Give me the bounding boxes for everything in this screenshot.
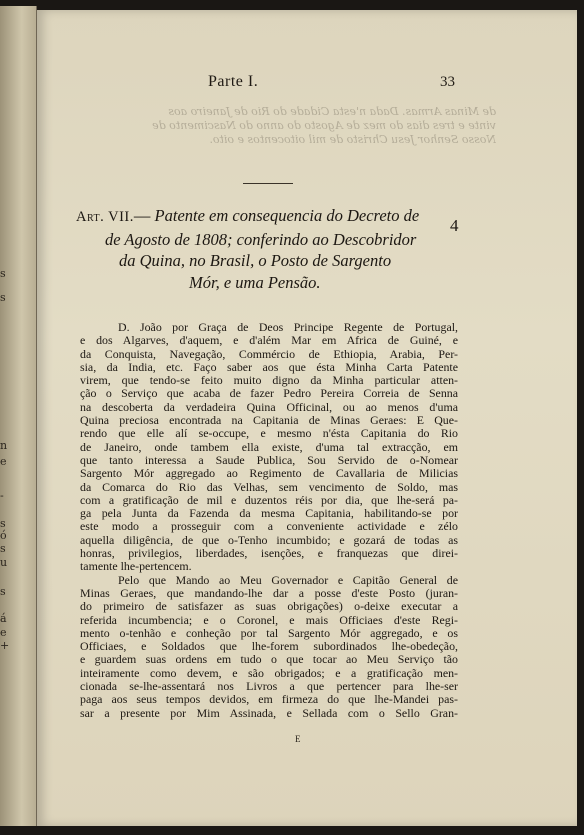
show-through-text: vinte e tres dias do mez de Agosto do anno do Nascimento de (152, 119, 496, 132)
previous-page-edge (0, 6, 37, 826)
article-title-text: Patente em consequencia do Decreto de (154, 206, 420, 225)
text-line: referida incumbencia; e o Coronel, e mais Officiaes d'este Regi- (80, 612, 458, 627)
text-line: da Comarca do Rio das Velhas, sem vencimento de Soldo, mas (80, 479, 458, 494)
margin-fragment: s (0, 585, 6, 598)
article-title-line (76, 205, 460, 229)
text-line: virem, que tendo-se feito muito digno da Minha particular atten- (80, 373, 458, 388)
page-number: 33 (440, 74, 455, 90)
show-through-text: Nosso Senhor Jesu Christo de mil oitocentos e oito. (209, 133, 496, 146)
margin-fragment: s (0, 291, 6, 304)
article-title-line: Mór, e uma Pensão. (189, 272, 321, 292)
margin-fragment: s (0, 542, 6, 555)
text-line: ção o Serviço que acaba de fazer Pedro Pereira Correia de Senna (80, 386, 458, 401)
margin-fragment: e (0, 626, 7, 639)
margin-fragment: - (0, 489, 4, 502)
text-line: inteiramente como devem, e são obrigados; e a gratificação men- (80, 665, 458, 680)
article-title (76, 205, 460, 293)
text-line: sar a presente por Mim Assinada, e Sellada com o Sello Gran- (80, 705, 458, 720)
running-head: Parte I. (208, 73, 259, 90)
text-line: do primeiro de satisfazer as suas obrigações) o-deixe executar a (80, 599, 458, 614)
article-title-number: 4 (450, 216, 459, 235)
margin-fragment: s (0, 267, 6, 280)
text-line: que tanto interessa a Saude Publica, Sou Servido de o-Nomear (80, 452, 458, 467)
text-line: de Janeiro, onde tambem ella existe, d'uma tal extracção, em (80, 439, 458, 454)
article-label: Art. VII. (76, 209, 134, 225)
section-rule (243, 183, 293, 184)
text-line: Pelo que Mando ao Meu Governador e Capitão General de (118, 572, 458, 587)
article-dash: — (133, 206, 151, 225)
text-line: honras, privilegios, liberdades, isenções, e franquezas que direi- (80, 546, 458, 561)
text-line: mento o-tenhão e conheção por tal Sargento Mór aggregado, e os (80, 625, 458, 640)
article-title-line: da Quina, no Brasil, o Posto de Sargento (119, 251, 392, 270)
margin-fragment: + (0, 639, 10, 652)
text-line: Quina preciosa encontrada na Capitania de Minas Geraes: E Que- (80, 413, 458, 428)
text-line: sia, da India, etc. Faço saber aos que ésta Minha Carta Patente (80, 359, 458, 374)
text-line: da Conquista, Navegação, Commércio de Ethiopia, Arabia, Per- (80, 346, 458, 361)
margin-fragment: u (0, 556, 8, 569)
text-line: tamente lhe-pertencem. (80, 559, 192, 574)
margin-fragment: n (0, 439, 8, 452)
text-line: e dos Algarves, d'aquem, e d'além Mar em Africa de Guiné, e (80, 333, 458, 348)
text-line: cionada se-lhe-assentará nos Livros a que pertencer para lhe-ser (80, 679, 458, 694)
text-line: este modo a prosseguir com a conveniente actividade e zélo (80, 519, 458, 534)
margin-fragment: á (0, 612, 7, 625)
text-line: paga aos seus tempos devidos, em firmeza do que lhe-Mandei pas- (80, 692, 458, 707)
text-line: Minas Geraes, que mandando-lhe dar a posse d'este Posto (juran- (80, 585, 458, 600)
text-line: e guardem suas ordens em tudo o que tocar ao Meu Serviço tão (80, 652, 458, 667)
article-title-line: de Agosto de 1808; conferindo ao Descobridor (105, 229, 417, 249)
text-line: com a gratificação de mil e duzentos réis por dia, que lhe-será pa- (80, 492, 458, 507)
text-line: aquella diligência, de que o-Tenho incumbido; e gozará de todas as (80, 532, 458, 547)
text-line: ga pela Junta da Fazenda da mesma Capitania, habilitando-se por (80, 506, 458, 521)
margin-fragment: ó (0, 529, 7, 542)
margin-fragment: s (0, 517, 6, 530)
margin-fragment: e (0, 455, 7, 468)
text-line: Officiaes, e Soldados que lhe-forem subordinados lhe-obedeção, (80, 639, 458, 654)
text-line: Sargento Mór aggregado ao Regimento de Cavallaria de Milicias (80, 466, 458, 481)
text-line: na descoberta da verdadeira Quina Officinal, ou ao menos d'uma (80, 399, 458, 414)
text-line: rendo que elle alí se-occupe, e mesmo n'ésta Capitania do Rio (80, 426, 458, 441)
body-text (80, 321, 458, 720)
text-line: D. João por Graça de Deos Principe Regente de Portugal, (118, 320, 458, 334)
show-through-text: de Minas Armas. Dada n'esta Cidade do Rio de Janeiro aos (168, 105, 496, 118)
signature-mark: E (295, 734, 301, 744)
